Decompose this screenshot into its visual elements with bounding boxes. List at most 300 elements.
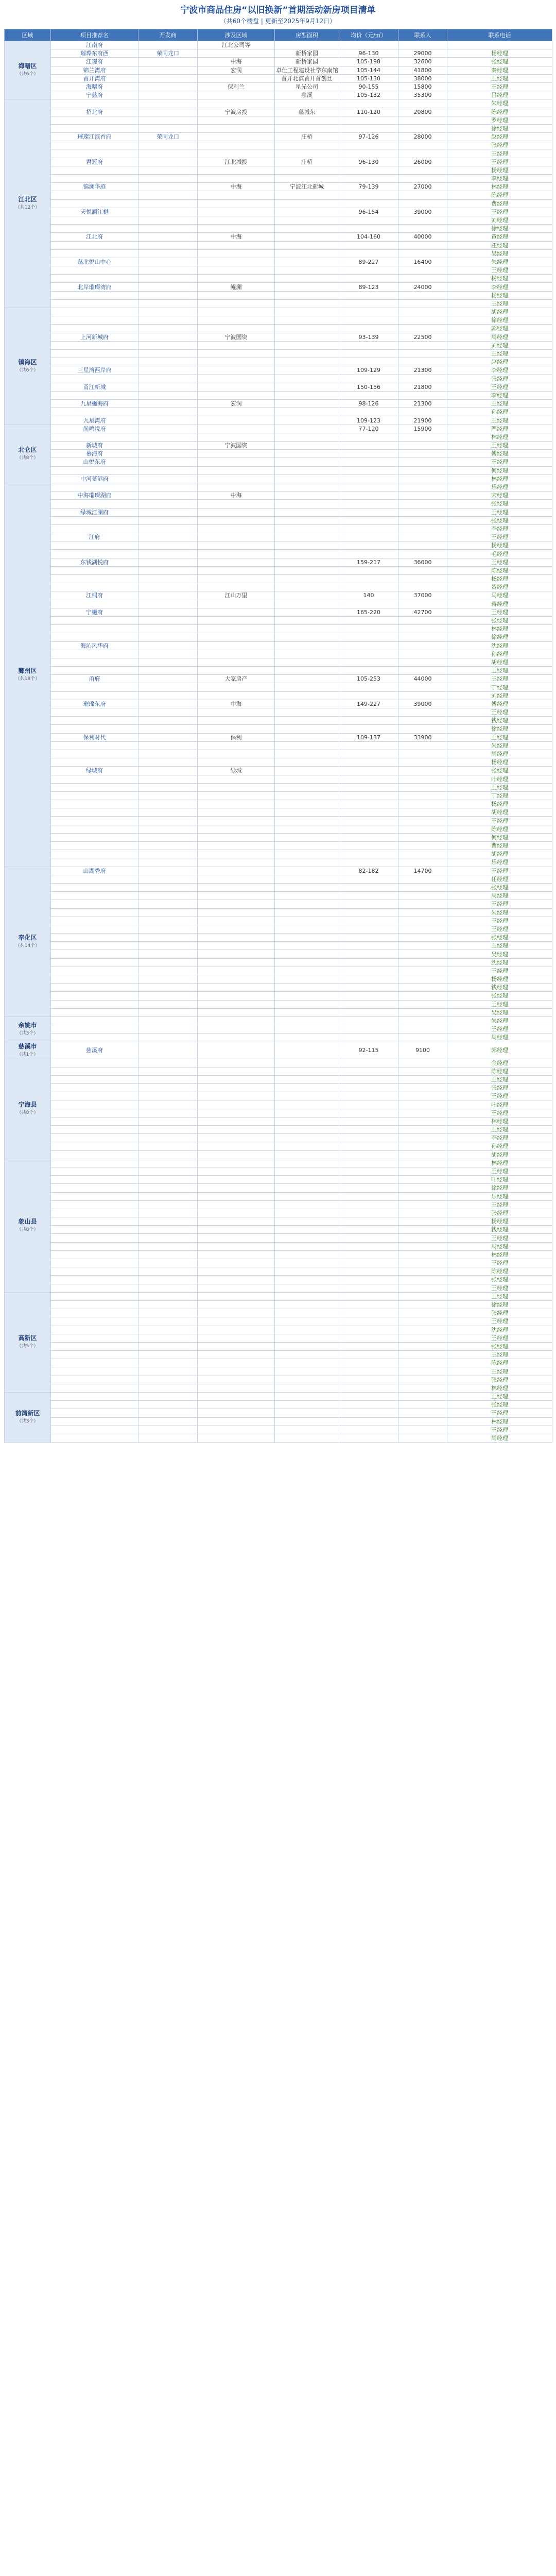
table-row [5, 266, 552, 275]
area [275, 500, 339, 508]
unit-size: 96-130 [339, 49, 398, 58]
project-name [51, 691, 138, 700]
project-name [138, 1209, 198, 1217]
avg-price: 26000 [398, 158, 447, 166]
project-name [138, 1300, 198, 1309]
unit-size [339, 950, 398, 958]
project-name [51, 917, 138, 925]
unit-size [339, 433, 398, 441]
project-name: 宁樾府 [51, 608, 138, 616]
district-count: （共8个） [16, 455, 39, 461]
area [275, 1401, 339, 1409]
project-name [138, 474, 198, 483]
area [275, 1259, 339, 1267]
contact-name: 朱经理 [447, 908, 552, 917]
table-row [5, 299, 552, 308]
project-name [138, 1426, 198, 1434]
project-name: 东钱湖悦府 [51, 558, 138, 566]
unit-size [339, 391, 398, 399]
area [275, 658, 339, 666]
unit-size [339, 683, 398, 691]
district-name: 鄞州区 [18, 667, 37, 674]
project-name [138, 725, 198, 733]
contact-name: 王经理 [447, 208, 552, 216]
table-row [5, 1384, 552, 1392]
unit-size [339, 216, 398, 224]
table-row [5, 700, 552, 708]
project-name [51, 1159, 138, 1167]
area [275, 1359, 339, 1367]
project-name [138, 1317, 198, 1326]
area [275, 1384, 339, 1392]
area [275, 591, 339, 600]
unit-size [339, 825, 398, 833]
developer [198, 408, 275, 416]
project-name [138, 308, 198, 316]
table-row [5, 925, 552, 933]
table-row [5, 408, 552, 416]
table-row [5, 750, 552, 758]
table-row [5, 1084, 552, 1092]
table-row [5, 791, 552, 800]
district-name: 高新区 [18, 1334, 37, 1342]
project-name: 荣同龙口 [138, 133, 198, 141]
avg-price [398, 175, 447, 183]
developer [198, 208, 275, 216]
col-header: 项目推荐名 [51, 29, 138, 41]
project-name [51, 316, 138, 325]
area [275, 908, 339, 917]
avg-price [398, 842, 447, 850]
unit-size [339, 1184, 398, 1192]
avg-price: 21300 [398, 400, 447, 408]
avg-price [398, 625, 447, 633]
project-name [138, 934, 198, 942]
developer [198, 216, 275, 224]
project-name [138, 1234, 198, 1242]
table-row [5, 1342, 552, 1350]
contact-name: 周经理 [447, 1434, 552, 1442]
developer [198, 750, 275, 758]
avg-price [398, 808, 447, 817]
contact-name: 王经理 [447, 74, 552, 82]
area [275, 266, 339, 275]
area [275, 466, 339, 474]
contact-name: 傅经理 [447, 700, 552, 708]
area [275, 492, 339, 500]
project-name [51, 1167, 138, 1175]
avg-price: 9100 [398, 1042, 447, 1059]
contact-name: 王经理 [447, 149, 552, 158]
project-name [138, 524, 198, 533]
project-name [138, 767, 198, 775]
avg-price [398, 508, 447, 516]
area [275, 1267, 339, 1276]
page-subtitle: （共60个楼盘 | 更新至2025年9月12日） [220, 18, 336, 25]
unit-size: 98-126 [339, 400, 398, 408]
project-name [138, 783, 198, 791]
project-name [138, 400, 198, 408]
table-row [5, 1351, 552, 1359]
project-name [138, 1292, 198, 1300]
project-name [138, 124, 198, 132]
project-name [138, 1250, 198, 1259]
table-row [5, 1434, 552, 1442]
unit-size: 109-137 [339, 733, 398, 741]
table-row [5, 1409, 552, 1417]
contact-name: 李经理 [447, 524, 552, 533]
avg-price [398, 1075, 447, 1083]
area [275, 1025, 339, 1033]
area [275, 458, 339, 466]
area [275, 900, 339, 908]
avg-price: 15900 [398, 425, 447, 433]
project-name [51, 833, 138, 841]
avg-price: 14700 [398, 867, 447, 875]
table-row [5, 208, 552, 216]
table-row [5, 1242, 552, 1250]
developer [198, 1409, 275, 1417]
avg-price [398, 783, 447, 791]
avg-price [398, 683, 447, 691]
avg-price [398, 917, 447, 925]
area: 首开北滨首开首创旦 [275, 74, 339, 82]
project-name: 尚鸣悦府 [51, 425, 138, 433]
area [275, 850, 339, 858]
project-name: 璀璨江滨首府 [51, 133, 138, 141]
area [275, 341, 339, 349]
avg-price: 29000 [398, 49, 447, 58]
project-name [51, 541, 138, 550]
contact-name: 王经理 [447, 900, 552, 908]
district-count: （共8个） [16, 1110, 39, 1116]
table-row [5, 683, 552, 691]
developer [198, 275, 275, 283]
unit-size [339, 616, 398, 624]
developer [198, 375, 275, 383]
district-cell [5, 99, 51, 308]
avg-price [398, 1200, 447, 1209]
area [275, 175, 339, 183]
developer [198, 74, 275, 82]
contact-name: 王经理 [447, 1000, 552, 1008]
avg-price [398, 975, 447, 984]
area [275, 1226, 339, 1234]
developer [198, 1359, 275, 1367]
unit-size: 82-182 [339, 867, 398, 875]
unit-size [339, 1367, 398, 1376]
unit-size [339, 1117, 398, 1125]
project-name [138, 141, 198, 149]
area [275, 1042, 339, 1059]
avg-price [398, 1176, 447, 1184]
avg-price [398, 483, 447, 491]
unit-size: 105-132 [339, 91, 398, 99]
contact-name: 王经理 [447, 1367, 552, 1376]
project-name [138, 116, 198, 124]
table-row [5, 708, 552, 717]
project-name [138, 750, 198, 758]
project-name [138, 717, 198, 725]
avg-price: 40000 [398, 233, 447, 241]
contact-name: 钱经理 [447, 1226, 552, 1234]
avg-price [398, 225, 447, 233]
developer [198, 1259, 275, 1267]
district-name: 慈溪市 [18, 1042, 37, 1050]
avg-price [398, 1025, 447, 1033]
project-name [51, 1109, 138, 1117]
project-name [138, 492, 198, 500]
table-row [5, 767, 552, 775]
developer [198, 1200, 275, 1209]
developer [198, 808, 275, 817]
developer [198, 892, 275, 900]
table-row [5, 650, 552, 658]
unit-size [339, 325, 398, 333]
table-row [5, 566, 552, 574]
table-row [5, 616, 552, 624]
area [275, 833, 339, 841]
area [275, 1142, 339, 1150]
unit-size [339, 1217, 398, 1226]
district-cell [5, 483, 51, 867]
project-name [138, 1059, 198, 1067]
contact-name: 王经理 [447, 82, 552, 91]
unit-size [339, 850, 398, 858]
table-row [5, 1176, 552, 1184]
unit-size: 79-139 [339, 183, 398, 191]
project-name [138, 416, 198, 425]
project-name [51, 1300, 138, 1309]
contact-name: 刘经理 [447, 216, 552, 224]
developer [198, 741, 275, 750]
unit-size [339, 1075, 398, 1083]
project-name [138, 958, 198, 967]
developer [198, 625, 275, 633]
project-name [51, 1276, 138, 1284]
area [275, 608, 339, 616]
table-row [5, 1150, 552, 1159]
avg-price [398, 600, 447, 608]
project-name [51, 583, 138, 591]
project-name [138, 858, 198, 867]
project-name [51, 141, 138, 149]
developer [198, 1067, 275, 1075]
project-name [138, 1267, 198, 1276]
project-name [138, 683, 198, 691]
developer [198, 1126, 275, 1134]
district-cell [5, 1042, 51, 1059]
project-name: 海沁风华府 [51, 641, 138, 650]
project-name [138, 508, 198, 516]
project-name [138, 925, 198, 933]
area [275, 1033, 339, 1042]
project-name [138, 1075, 198, 1083]
avg-price [398, 1092, 447, 1100]
project-name [138, 1284, 198, 1292]
project-name [51, 975, 138, 984]
area: 新桥家园 [275, 58, 339, 66]
contact-name: 林经理 [447, 1117, 552, 1125]
contact-name: 张经理 [447, 1309, 552, 1317]
project-name [51, 925, 138, 933]
table-row [5, 1309, 552, 1317]
avg-price [398, 1084, 447, 1092]
table-row [5, 875, 552, 883]
contact-name: 王经理 [447, 1334, 552, 1342]
contact-name: 王经理 [447, 416, 552, 425]
project-name [138, 241, 198, 249]
table-row [5, 1159, 552, 1167]
table-row [5, 516, 552, 524]
table-row [5, 558, 552, 566]
table-row [5, 58, 552, 66]
table-row [5, 1367, 552, 1376]
area [275, 1317, 339, 1326]
project-name [138, 1367, 198, 1376]
unit-size [339, 1008, 398, 1016]
contact-name: 林经理 [447, 474, 552, 483]
project-name [138, 158, 198, 166]
unit-size [339, 1059, 398, 1067]
area [275, 258, 339, 266]
project-name: 江北府 [51, 233, 138, 241]
project-name [138, 1326, 198, 1334]
col-header: 区域 [5, 29, 51, 41]
unit-size [339, 458, 398, 466]
table-row [5, 425, 552, 433]
unit-size [339, 1384, 398, 1392]
project-name [138, 316, 198, 325]
area [275, 783, 339, 791]
project-name [138, 291, 198, 299]
contact-name: 胡经理 [447, 850, 552, 858]
table-row [5, 717, 552, 725]
area [275, 575, 339, 583]
unit-size: 105-130 [339, 74, 398, 82]
avg-price [398, 817, 447, 825]
contact-name: 李经理 [447, 175, 552, 183]
unit-size: 97-126 [339, 133, 398, 141]
area [275, 842, 339, 850]
unit-size [339, 900, 398, 908]
project-name [138, 1000, 198, 1008]
developer [198, 1008, 275, 1016]
project-name [51, 717, 138, 725]
area [275, 616, 339, 624]
developer [198, 1351, 275, 1359]
unit-size [339, 767, 398, 775]
developer: 中海 [198, 700, 275, 708]
area [275, 892, 339, 900]
area [275, 299, 339, 308]
project-name [51, 1150, 138, 1159]
unit-size [339, 166, 398, 174]
table-row [5, 341, 552, 349]
developer [198, 1000, 275, 1008]
contact-name: 马经理 [447, 591, 552, 600]
unit-size [339, 892, 398, 900]
contact-name: 张经理 [447, 58, 552, 66]
developer [198, 1292, 275, 1300]
unit-size: 89-123 [339, 283, 398, 291]
area [275, 1309, 339, 1317]
unit-size: 96-154 [339, 208, 398, 216]
project-name [51, 466, 138, 474]
table-row [5, 308, 552, 316]
project-name [51, 433, 138, 441]
avg-price [398, 166, 447, 174]
project-name [51, 600, 138, 608]
unit-size [339, 800, 398, 808]
unit-size [339, 633, 398, 641]
project-name [51, 992, 138, 1000]
unit-size [339, 1242, 398, 1250]
avg-price [398, 616, 447, 624]
contact-name: 张经理 [447, 1209, 552, 1217]
developer [198, 725, 275, 733]
project-name [138, 458, 198, 466]
developer [198, 533, 275, 541]
avg-price [398, 1359, 447, 1367]
contact-name: 林经理 [447, 625, 552, 633]
contact-name: 沈经理 [447, 1326, 552, 1334]
district-cell [5, 41, 51, 99]
contact-name: 蒋经理 [447, 600, 552, 608]
developer [198, 650, 275, 658]
table-row [5, 600, 552, 608]
table-row [5, 1033, 552, 1042]
contact-name: 王经理 [447, 158, 552, 166]
avg-price [398, 1226, 447, 1234]
table-row [5, 1401, 552, 1409]
avg-price: 44000 [398, 675, 447, 683]
table-row [5, 325, 552, 333]
project-name [51, 1234, 138, 1242]
contact-name: 张经理 [447, 141, 552, 149]
avg-price [398, 992, 447, 1000]
developer: 宁波国资 [198, 333, 275, 341]
table-row [5, 833, 552, 841]
project-name [51, 1117, 138, 1125]
table-row [5, 524, 552, 533]
area [275, 233, 339, 241]
avg-price [398, 858, 447, 867]
project-name [138, 566, 198, 574]
contact-name: 林经理 [447, 183, 552, 191]
project-name [138, 608, 198, 616]
developer [198, 1059, 275, 1067]
unit-size [339, 199, 398, 208]
developer [198, 133, 275, 141]
contact-name: 朱经理 [447, 99, 552, 108]
developer [198, 875, 275, 883]
avg-price: 21300 [398, 366, 447, 375]
contact-name: 杨经理 [447, 541, 552, 550]
avg-price [398, 1342, 447, 1350]
unit-size [339, 124, 398, 132]
contact-name: 徐经理 [447, 124, 552, 132]
district-name: 宁海县 [18, 1101, 37, 1109]
developer [198, 883, 275, 891]
contact-name: 王经理 [447, 458, 552, 466]
project-name [138, 516, 198, 524]
area [275, 1209, 339, 1217]
unit-size [339, 708, 398, 717]
table-row [5, 1250, 552, 1259]
table-row [5, 1000, 552, 1008]
area [275, 1376, 339, 1384]
